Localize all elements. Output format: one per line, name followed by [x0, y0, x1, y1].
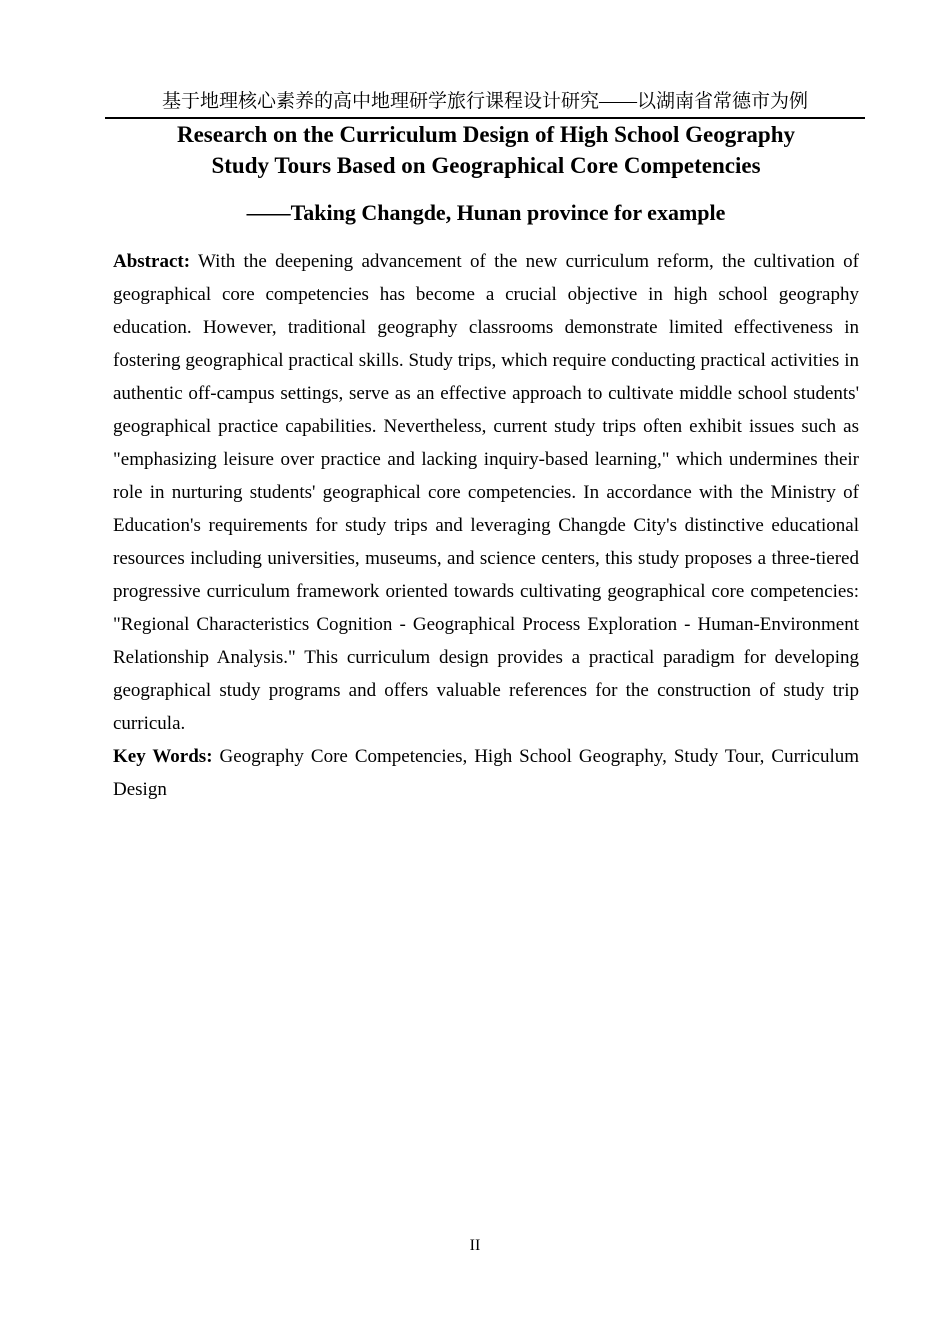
abstract-text: With the deepening advancement of the new curriculum reform, the cultivation of geographical core competencies has become a crucial objective in high school geography education. However, traditional geography classrooms demonstrate limited effectiveness in fostering geographical practical skills. Study trips, which require conducting practical activities in authentic off-campus settings, serve as an effective approach to cultivate middle school students' geographical practice capabilities. Nevertheless, current study trips often exhibit issues such as "emphasizing leisure over practice and lacking inquiry-based learning," which undermines their role in nurturing students' geographical core competencies. In accordance with the Ministry of Education's requirements for study trips and leveraging Changde City's distinctive educational resources including universities, museums, and science centers, this study proposes a three-tiered progressive curriculum framework oriented towards cultivating geographical core competencies: "Regional Characteristics Cognition - Geographical Process Exploration - Human-Environment Relationship Analysis." This curriculum design provides a practical paradigm for developing geographical study programs and offers valuable references for the construction of study trip curricula.	[113, 251, 859, 734]
page-subtitle: ——Taking Changde, Hunan province for example	[246, 200, 726, 225]
running-header: 基于地理核心素养的高中地理研学旅行课程设计研究——以湖南省常德市为例	[105, 90, 865, 119]
keywords-text: Geography Core Competencies, High School Geography, Study Tour, Curriculum Design	[113, 746, 860, 800]
keywords-label: Key Words:	[113, 746, 213, 767]
page-title-line-2: Study Tours Based on Geographical Core Competencies	[211, 153, 761, 178]
keywords-paragraph	[113, 740, 859, 806]
page-title	[113, 119, 859, 181]
page-number: II	[469, 1237, 481, 1254]
page-title-line-1: Research on the Curriculum Design of High School Geography	[176, 122, 796, 147]
abstract-section	[113, 245, 859, 806]
abstract-label: Abstract:	[113, 251, 191, 272]
abstract-paragraph	[113, 245, 859, 740]
